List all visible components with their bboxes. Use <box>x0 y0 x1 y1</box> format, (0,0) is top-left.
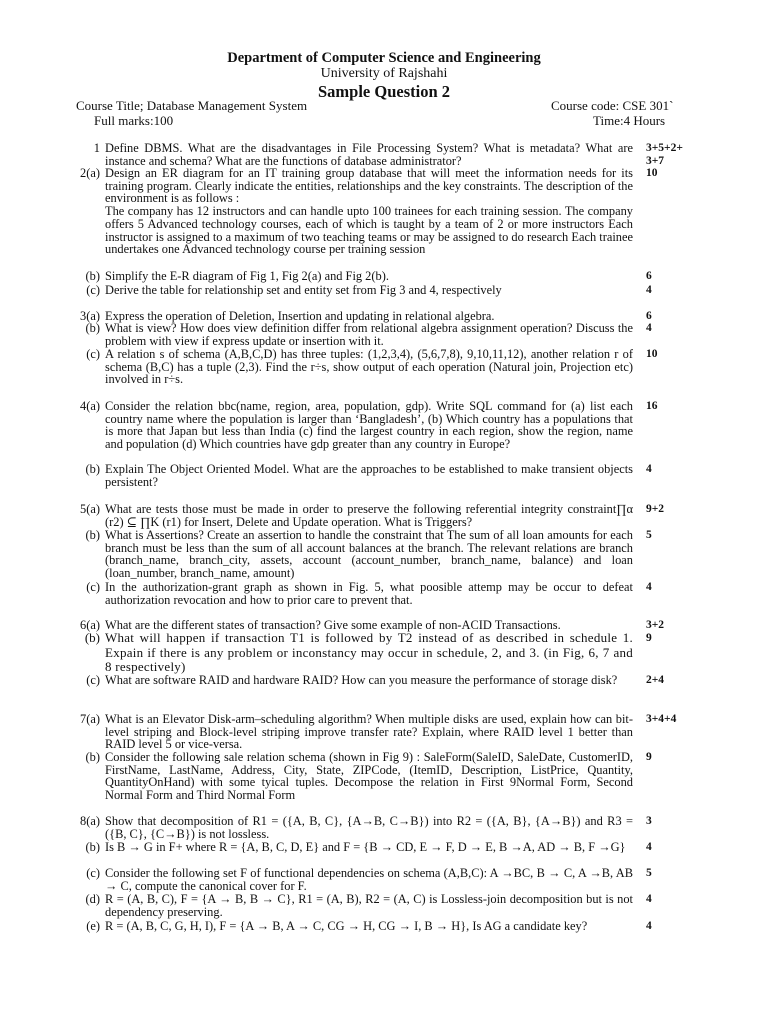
question-number: 5(a) <box>80 502 100 516</box>
question-number: (b) <box>85 462 100 476</box>
question-marks: 2+4 <box>646 674 665 686</box>
page-title: Sample Question 2 <box>317 82 451 101</box>
question-number: (e) <box>86 919 100 933</box>
question-text: What are software RAID and hardware RAID? How can you measure the performance of storage disk? <box>105 673 618 687</box>
question-marks: 6 <box>646 270 652 282</box>
course-code: Course code: CSE 301` <box>551 98 674 113</box>
question-number: (b) <box>85 750 100 764</box>
question-marks: 4 <box>646 841 652 853</box>
question-marks: 3+5+2+ 3+7 <box>646 142 683 167</box>
question-text: Consider the relation bbc(name, region, area, population, gdp). Write SQL command for (a) list each country name where the population is larger than ‘Bangladesh’, (b) Which country has a populations that is more that Japan but less than India (c) find the largest country in each region, show the region, name and population (d) Which countries have gdp greater than any country in Europe? <box>105 399 633 452</box>
course-title: Course Title; Database Management System <box>76 98 308 113</box>
question-marks: 5 <box>646 867 652 879</box>
question-text: Explain The Object Oriented Model. What are the approaches to be established to make transient objects persistent? <box>105 462 633 489</box>
question-number: (d) <box>85 892 100 906</box>
question-text: What are tests those must be made in order to preserve the following referential integrity constraint∏α (r2) ⊆ ∏K (r1) for Insert, Delete and Update operation. What is Triggers? <box>105 502 633 529</box>
question-text: Define DBMS. What are the disadvantages in File Processing System? What is metadata? What are instance and schema? What are the functions of database administrator? <box>105 141 633 168</box>
question-marks: 4 <box>646 322 652 334</box>
question-marks: 5 <box>646 529 652 541</box>
question-number: (c) <box>86 347 100 361</box>
question-marks: 3+2 <box>646 619 665 631</box>
question-text: What is view? How does view definition differ from relational algebra assignment operation? Discuss the problem with view if express update or insertion with it. <box>105 321 633 348</box>
question-text: Simplify the E-R diagram of Fig 1, Fig 2(a) and Fig 2(b). <box>105 269 389 283</box>
question-marks: 4 <box>646 920 652 932</box>
question-number: 3(a) <box>80 309 100 323</box>
question-marks: 4 <box>646 581 652 593</box>
question-marks: 10 <box>646 167 658 179</box>
question-text: R = (A, B, C), F = {A → B, B → C}, R1 = (A, B), R2 = (A, C) is Lossless-join decomposition but is not dependency preserving. <box>105 892 633 919</box>
department-heading: Department of Computer Science and Engineering <box>227 50 541 66</box>
question-number: 8(a) <box>80 814 100 828</box>
question-number: (c) <box>86 283 100 297</box>
question-number: (b) <box>85 269 100 283</box>
question-text: R = (A, B, C, G, H, I), F = {A → B, A → C, CG → H, CG → I, B → H}, Is AG a candidate key? <box>105 919 588 933</box>
question-number: 2(a) <box>80 166 100 180</box>
question-marks: 9 <box>646 632 652 644</box>
question-marks: 16 <box>646 400 658 412</box>
question-marks: 9+2 <box>646 503 665 515</box>
question-text: Consider the following sale relation schema (shown in Fig 9) : SaleForm(SaleID, SaleDate, CustomerID, FirstName, LastName, Address, City, State, ZIPCode, (ItemID, Description, ListPrice, Quantity, QuantityOnHand) with some tyical tuples. Decompose the relation in First 9Normal Form, Second Normal Form and Third Normal Form <box>105 750 633 803</box>
question-number: (b) <box>85 840 100 854</box>
question-marks: 4 <box>646 463 652 475</box>
question-text: Design an ER diagram for an IT training group database that will meet the information needs for its training program. Clearly indicate the entities, relationships and the key constraints. The description of the environment is as follows : The company has 12 instructors and can handle upto 100 trainees for each training session. The company offers 5 Advanced technology courses, each of which is taught by a team of 2 or more instructors Each instructor is assigned to a maximum of two teaching teams or may be assigned to do research Each trainee undertakes one Advanced technology course per training session <box>105 166 633 257</box>
question-text: Is B → G in F+ where R = {A, B, C, D, E} and F = {B → CD, E → F, D → E, B →A, AD → B, F →G} <box>105 840 626 854</box>
question-text: Show that decomposition of R1 = ({A, B, C}, {A→B, C→B}) into R2 = ({A, B}, {A→B}) and R3 = ({B, C}, {C→B}) is not lossless. <box>105 814 633 841</box>
question-text: In the authorization-grant graph as shown in Fig. 5, what poosible attemp may be occur to defeat authorization revocation and how to prior care to prevent that. <box>105 580 633 607</box>
exam-time: Time:4 Hours <box>593 113 666 128</box>
question-marks: 3 <box>646 815 652 827</box>
question-text: What will happen if transaction T1 is followed by T2 instead of as described in schedule 1. Expain if there is any problem or inconstancy may occur in schedule, 2, and 3. (in Fig, 6, 7 and 8 respectively) <box>105 630 633 674</box>
question-marks: 4 <box>646 284 652 296</box>
university-name: University of Rajshahi <box>320 66 448 81</box>
question-marks: 4 <box>646 893 652 905</box>
question-text: Express the operation of Deletion, Insertion and updating in relational algebra. <box>105 309 495 323</box>
question-number: (b) <box>84 630 100 645</box>
question-marks: 3+4+4 <box>646 713 677 725</box>
question-number: 4(a) <box>80 399 100 413</box>
question-text: What is Assertions? Create an assertion to handle the constraint that The sum of all loan amounts for each branch must be less than the sum of all account balances at the branch. The relevant relations are branch (branch_name, branch_city, assets, account (account_number, branch_name, balance) and loan (loan_number, branch_name, amount) <box>105 528 633 581</box>
question-number: (c) <box>86 673 100 687</box>
question-text: A relation s of schema (A,B,C,D) has three tuples: (1,2,3,4), (5,6,7,8), 9,10,11,12), another relation r of schema (B,C) has a tuple (2,3). Find the r÷s, show output of each operation (Natural join, Projection etc) involved in r÷s. <box>105 347 633 387</box>
question-text: What is an Elevator Disk-arm–scheduling algorithm? When multiple disks are used, explain how can bit-level striping and Block-level striping improve transfer rate? Explain, where RAID level 1 better than RAID level 5 or vice-versa. <box>105 712 633 752</box>
question-marks: 6 <box>646 310 652 322</box>
question-number: (b) <box>85 321 100 335</box>
question-number: (b) <box>85 528 100 542</box>
question-number: 6(a) <box>80 618 100 632</box>
question-number: 1 <box>93 141 100 155</box>
question-number: 7(a) <box>80 712 100 726</box>
question-marks: 10 <box>646 348 658 360</box>
question-text: What are the different states of transaction? Give some example of non-ACID Transactions. <box>105 618 561 632</box>
full-marks: Full marks:100 <box>94 113 174 128</box>
question-marks: 9 <box>646 751 652 763</box>
question-number: (c) <box>86 580 100 594</box>
question-text: Consider the following set F of functional dependencies on schema (A,B,C): A →BC, B → C, A →B, AB → C, compute the canonical cover for F. <box>105 866 633 893</box>
question-number: (c) <box>86 866 100 880</box>
question-text: Derive the table for relationship set and entity set from Fig 3 and 4, respectively <box>105 283 502 297</box>
